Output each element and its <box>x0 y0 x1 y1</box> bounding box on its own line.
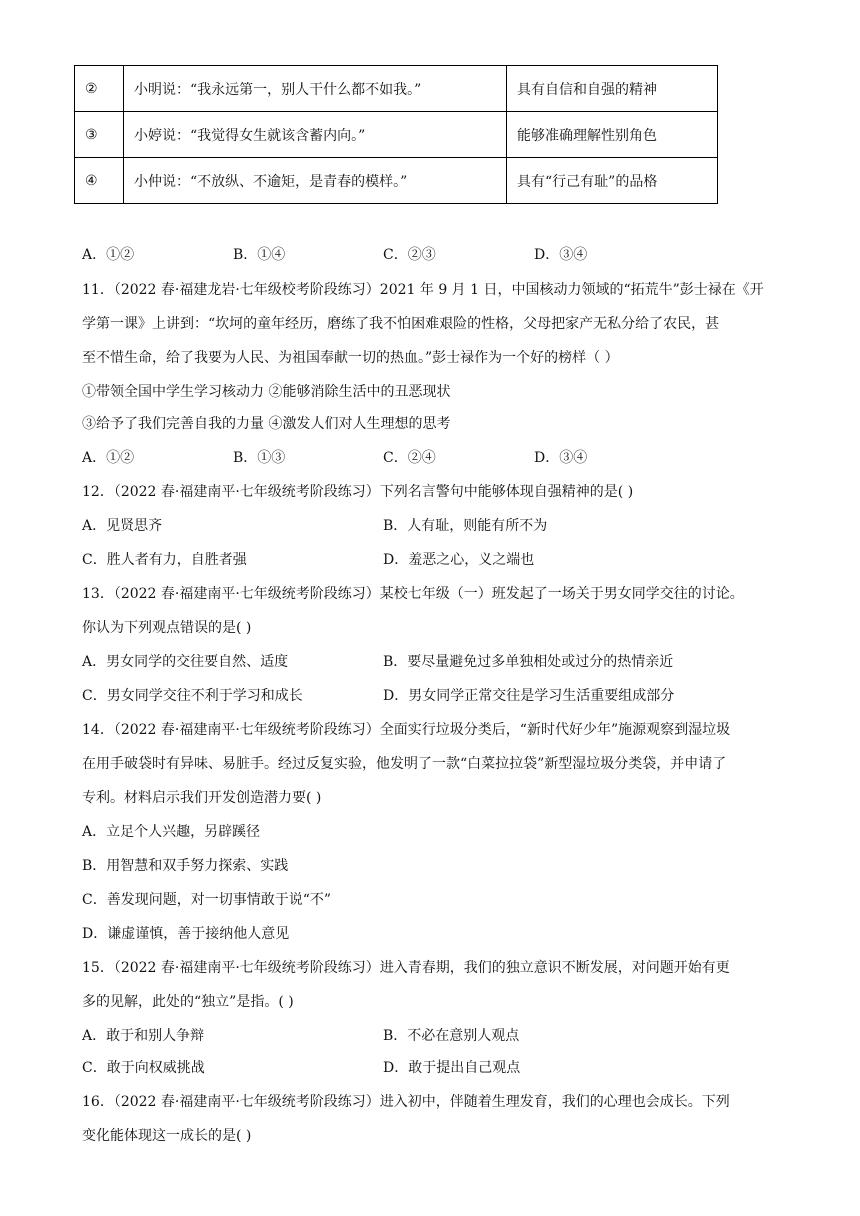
table-row <box>75 66 718 112</box>
question-stem: 11．（2022 春·福建龙岩·七年级校考阶段练习）2021 年 9 月 1 日，中国核动力领域的“拓荒牛”彭士禄在《开 <box>82 282 764 298</box>
question-stem: 16．（2022 春·福建南平·七年级统考阶段练习）进入初中，伴随着生理发育，我们的心理也会成长。下列 <box>82 1094 730 1110</box>
question-stem: 你认为下列观点错误的是( ) <box>82 620 252 636</box>
question-stem: 学第一课》上讲到：“坎坷的童年经历，磨练了我不怕困难艰险的性格，父母把家产无私分给了农民，甚 <box>82 316 720 332</box>
option-c: C．善发现问题，对一切事情敢于说“不” <box>82 892 332 908</box>
option-a: A．男女同学的交往要自然、适度 <box>82 654 289 670</box>
option-c: C．敢于向权威挑战 <box>82 1060 205 1076</box>
statement-table <box>74 65 718 204</box>
option-d: D．③④ <box>534 450 588 466</box>
row-statement: 小仲说：“不放纵、不逾矩，是青春的模样。” <box>124 158 507 204</box>
question-stem: 多的见解，此处的“独立”是指。( ) <box>82 994 294 1010</box>
option-b: B．①③ <box>233 450 286 466</box>
question-stem: 15．（2022 春·福建南平·七年级统考阶段练习）进入青春期，我们的独立意识不断发展，对问题开始有更 <box>82 960 730 976</box>
question-stem: 13．（2022 春·福建南平·七年级统考阶段练习）某校七年级（一）班发起了一场关于男女同学交往的讨论。 <box>82 586 744 602</box>
statement-items: ①带领全国中学生学习核动力 ②能够消除生活中的丑恶现状 <box>82 384 451 400</box>
option-b: B．①④ <box>233 247 286 263</box>
table-row <box>75 158 718 204</box>
option-d: D．敢于提出自己观点 <box>383 1060 521 1076</box>
option-d: D．羞恶之心，义之端也 <box>383 552 535 568</box>
option-a: A．敢于和别人争辩 <box>82 1028 205 1044</box>
option-a: A．①② <box>82 247 135 263</box>
option-b: B．用智慧和双手努力探索、实践 <box>82 858 289 874</box>
option-c: C．胜人者有力，自胜者强 <box>82 552 247 568</box>
option-a: A．见贤思齐 <box>82 518 163 534</box>
question-stem: 专利。材料启示我们开发创造潜力要( ) <box>82 790 322 806</box>
option-c: C．②④ <box>383 450 436 466</box>
option-b: B．不必在意别人观点 <box>383 1028 520 1044</box>
question-stem: 在用手破袋时有异味、易脏手。经过反复实验，他发明了一款“白菜拉拉袋”新型湿垃圾分类袋，并申请了 <box>82 756 727 772</box>
option-d: D．③④ <box>534 247 588 263</box>
option-d: D．男女同学正常交往是学习生活重要组成部分 <box>383 688 675 704</box>
row-statement: 小明说：“我永远第一，别人干什么都不如我。” <box>124 66 507 112</box>
option-b: B．要尽量避免过多单独相处或过分的热情亲近 <box>383 654 674 670</box>
row-number: ② <box>75 66 124 112</box>
question-stem: 至不惜生命，给了我要为人民、为祖国奉献一切的热血。”彭士禄作为一个好的榜样（ ） <box>82 350 619 366</box>
option-c: C．②③ <box>383 247 436 263</box>
question-stem: 12．（2022 春·福建南平·七年级统考阶段练习）下列名言警句中能够体现自强精神的是( ) <box>82 484 634 500</box>
row-evaluation: 能够准确理解性别角色 <box>507 112 718 158</box>
row-evaluation: 具有“行己有耻”的品格 <box>507 158 718 204</box>
table-row <box>75 112 718 158</box>
option-b: B．人有耻，则能有所不为 <box>383 518 548 534</box>
row-number: ④ <box>75 158 124 204</box>
question-stem: 14．（2022 春·福建南平·七年级统考阶段练习）全面实行垃圾分类后，“新时代好少年”施源观察到湿垃圾 <box>82 722 731 738</box>
row-evaluation: 具有自信和自强的精神 <box>507 66 718 112</box>
option-a: A．①② <box>82 450 135 466</box>
option-d: D．谦虚谨慎，善于接纳他人意见 <box>82 926 290 942</box>
row-statement: 小婷说：“我觉得女生就该含蓄内向。” <box>124 112 507 158</box>
row-number: ③ <box>75 112 124 158</box>
question-stem: 变化能体现这一成长的是( ) <box>82 1128 252 1144</box>
statement-items: ③给予了我们完善自我的力量 ④激发人们对人生理想的思考 <box>82 416 451 432</box>
option-a: A．立足个人兴趣，另辟蹊径 <box>82 824 261 840</box>
option-c: C．男女同学交往不利于学习和成长 <box>82 688 303 704</box>
